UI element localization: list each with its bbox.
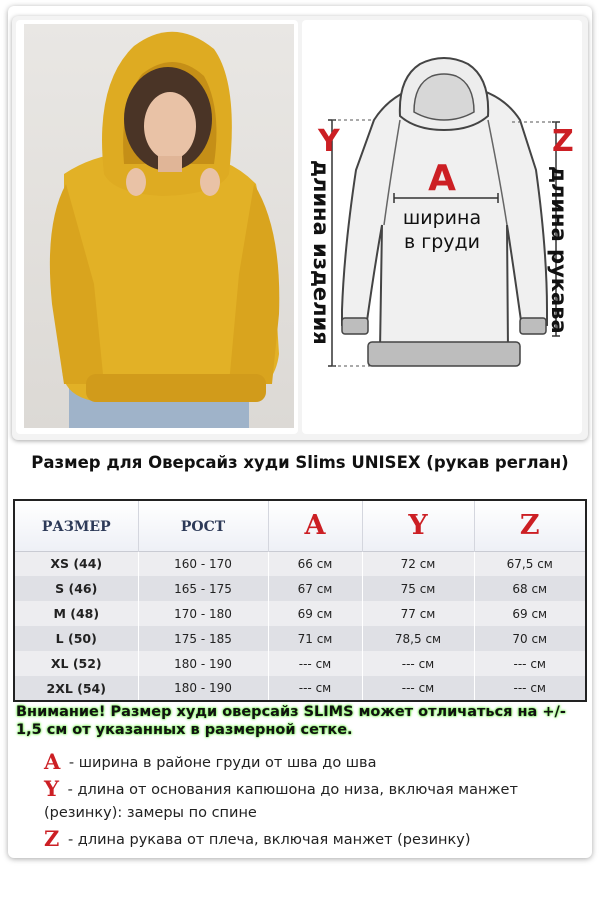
note-text: - длина рукава от плеча, включая манжет (резинку) <box>63 832 471 848</box>
cell-height: 160 - 170 <box>138 551 268 576</box>
header-y: Y <box>362 500 474 551</box>
size-warning: Внимание! Размер худи оверсайз SLIMS может отличаться на +/- 1,5 см от указанных в размерной сетке. <box>16 704 566 738</box>
table-row <box>14 651 586 676</box>
cell-z: 67,5 см <box>474 551 586 576</box>
cell-height: 165 - 175 <box>138 576 268 601</box>
cell-size: L (50) <box>14 626 138 651</box>
cell-z: --- см <box>474 676 586 701</box>
header-z: Z <box>474 500 586 551</box>
note-text: - ширина в районе груди от шва до шва <box>64 755 377 771</box>
note-letter: A <box>44 749 61 774</box>
table-row <box>14 626 586 651</box>
y-letter: Y <box>318 124 340 159</box>
a-letter: A <box>428 158 456 199</box>
cell-a: 71 см <box>268 626 362 651</box>
cell-y: 77 см <box>362 601 474 626</box>
cell-height: 170 - 180 <box>138 601 268 626</box>
table-row <box>14 676 586 701</box>
header-size: РАЗМЕР <box>14 500 138 551</box>
model-illustration <box>24 24 294 428</box>
note-y <box>44 777 564 825</box>
table-row <box>14 551 586 576</box>
header-a: A <box>268 500 362 551</box>
cell-y: --- см <box>362 651 474 676</box>
size-chart-title: Размер для Оверсайз худи Slims UNISEX (рукав реглан) <box>31 453 569 472</box>
cell-z: --- см <box>474 651 586 676</box>
cell-height: 180 - 190 <box>138 676 268 701</box>
cell-size: M (48) <box>14 601 138 626</box>
cell-height: 180 - 190 <box>138 651 268 676</box>
cell-z: 68 см <box>474 576 586 601</box>
cell-a: 67 см <box>268 576 362 601</box>
cell-z: 70 см <box>474 626 586 651</box>
cell-y: 72 см <box>362 551 474 576</box>
size-table <box>13 499 587 702</box>
hoodie-measurement-diagram <box>302 20 582 434</box>
cell-size: XL (52) <box>14 651 138 676</box>
table-row <box>14 576 586 601</box>
cell-a: 66 см <box>268 551 362 576</box>
sleeve-length-label: длина рукава <box>547 166 571 334</box>
z-letter: Z <box>552 124 574 159</box>
cell-size: S (46) <box>14 576 138 601</box>
cell-z: 69 см <box>474 601 586 626</box>
cell-y: --- см <box>362 676 474 701</box>
cell-a: 69 см <box>268 601 362 626</box>
chest-width-label-line2: в груди <box>403 231 481 253</box>
note-letter: Z <box>44 826 60 851</box>
measurement-notes <box>44 750 564 854</box>
cell-a: --- см <box>268 676 362 701</box>
header-height: РОСТ <box>138 500 268 551</box>
note-z <box>44 827 564 852</box>
cell-y: 78,5 см <box>362 626 474 651</box>
note-a <box>44 750 564 775</box>
cell-a: --- см <box>268 651 362 676</box>
note-text: - длина от основания капюшона до низа, включая манжет (резинку): замеры по спине <box>44 782 518 821</box>
item-length-label: длина изделия <box>309 160 333 345</box>
product-photo <box>24 24 294 428</box>
chest-width-label-line1: ширина <box>402 207 482 229</box>
cell-size: XS (44) <box>14 551 138 576</box>
cell-size: 2XL (54) <box>14 676 138 701</box>
cell-y: 75 см <box>362 576 474 601</box>
table-row <box>14 601 586 626</box>
note-letter: Y <box>44 776 59 801</box>
cell-height: 175 - 185 <box>138 626 268 651</box>
table-header-row <box>14 500 586 551</box>
